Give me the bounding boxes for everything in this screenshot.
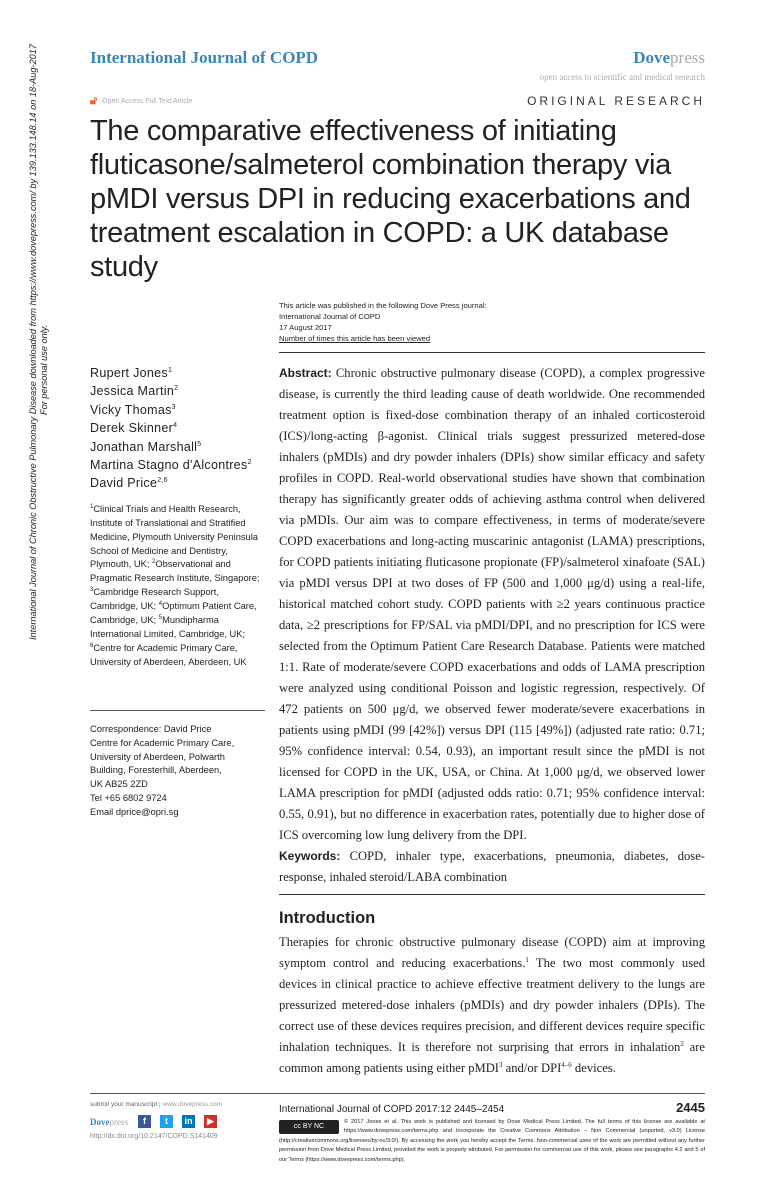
affiliation: Centre for Academic Primary Care, University of Aberdeen, Aberdeen, UK	[90, 642, 247, 667]
correspondence-line: Centre for Academic Primary Care,	[90, 737, 235, 748]
keywords-label: Keywords:	[279, 849, 341, 863]
pubinfo-date: 17 August 2017	[279, 323, 332, 332]
author: Jessica Martin$^2$	[90, 384, 179, 399]
author: Jonathan Marshall$^5$	[90, 439, 202, 454]
left-column	[90, 352, 265, 1079]
footer-logo-row	[90, 1115, 265, 1128]
publisher-bold: Dove	[633, 48, 671, 67]
submit-manuscript[interactable]: submit your manuscript | www.dovepress.com	[90, 1101, 223, 1108]
article-title: The comparative effectiveness of initiating fluticasone/salmeterol combination therapy via pMDI versus DPI in reducing exacerbations and treatment escalation in COPD: a UK database study	[90, 115, 691, 283]
correspondence-line: Building, Foresterhill, Aberdeen,	[90, 765, 222, 776]
abstract-label: Abstract:	[279, 366, 332, 380]
author: Rupert Jones$^1$	[90, 366, 173, 380]
footer-right	[279, 1100, 705, 1165]
youtube-icon[interactable]: ▶	[204, 1115, 217, 1128]
social-links	[138, 1115, 217, 1128]
publisher-logo	[540, 48, 705, 68]
abstract-text: Chronic obstructive pulmonary disease (COPD), a complex progressive disease, is currently the third leading cause of death worldwide. One recommended treatment option is fixed-dose combination therapy of an inhaled corticosteroid (ICS)/long-acting β-agonist. Clinical trials suggest pressurized metered-dose inhalers (pMDIs) and dry powder inhalers (DPIs) show similar efficacy and safety profiles in COPD. Real-world observational studies have shown that combination therapy has significantly greater odds of achieving asthma control when delivered via pMDIs. Our aim was to compare effectiveness, in terms of moderate/severe COPD exacerbations and long-acting muscarinic antagonist (LAMA) prescriptions, for COPD patients initiating fluticasone propionate (FP)/salmeterol xinafoate (SAL) via pMDI versus DPI at two doses of FP (500 and 1,000 μg/d) using a real-life, historical matched cohort study. COPD patients with ≥2 years continuous practice data, ≥2 prescriptions for FP/SAL via pMDI/DPI, and no prescription for ICS were selected from the Optimum Patient Care Research Database. Patients were matched 1:1. Rate of moderate/severe COPD exacerbations and odds of LAMA prescription were analyzed using conditional Poisson and logistic regression, respectively. Of 472 patients on 500 μg/d, we observed fewer moderate/severe exacerbations in patients using pMDI (99 [42%]) versus DPI (115 [49%]) (adjusted rate ratio: 0.71; 95% confidence interval: 0.54, 0.93), an important result since the pMDI is not licensed for COPD in the UK, USA, or China. At 1,000 μg/d, we observed lower LAMA prescription for pMDI (adjusted odds ratio: 0.71; 95% confidence interval: 0.55, 0.91), but no difference in exacerbation rates, potentially due to higher dose of ICS overcoming low lung delivery from the DPI.	[279, 366, 705, 842]
correspondence-line: Email dprice@opri.sg	[90, 807, 179, 818]
author: Derek Skinner$^4$	[90, 421, 178, 436]
author: Vicky Thomas$^3$	[90, 402, 176, 417]
footer	[90, 1093, 705, 1165]
correspondence-line: Tel +65 6802 9724	[90, 793, 167, 804]
introduction-text: Therapies for chronic obstructive pulmonary disease (COPD) aim at improving symptom control and reducing exacerbations.$^1$ The two most commonly used devices in clinical practice to achieve effective treatment delivery to the lungs are pressurized metered-dose inhalers (pMDIs) and dry powder inhalers (DPIs). The correct use of these devices requires precision, and different devices require specific inhalation techniques. It is therefore not surprising that errors in inhalation$^2$ are common among patients using either pMDI$^3$ and/or DPI$^{4-6}$ devices.	[279, 935, 705, 1075]
affiliation: Observational and Pragmatic Research Institute, Singapore;	[90, 559, 260, 584]
citation-row	[279, 1100, 705, 1115]
affiliation: Optimum Patient Care, Cambridge, UK;	[90, 601, 257, 626]
subheader	[90, 94, 705, 108]
header	[90, 48, 705, 82]
correspondence	[90, 723, 265, 820]
body-columns	[90, 352, 705, 1079]
pubinfo-journal: International Journal of COPD	[279, 312, 381, 321]
footer-left	[90, 1100, 265, 1165]
license-text: © 2017 Jones et al. This work is published and licensed by Dove Medical Press Limited. The full terms of this license are available at https://www.dovepress.com/terms.php and incorporate the Creative Commons Attribution – Non Commercial (unported, v3.0) License (http://creativecommons.org/licenses/by-nc/3.0/). By accessing the work you hereby accept the Terms. Non-commercial uses of the work are permitted without any further permission from Dove Medical Press Limited, provided the work is properly attributed. For permission for commercial use of this work, please see paragraphs 4.2 and 5 of our Terms (https://www.dovepress.com/terms.php).	[279, 1119, 705, 1163]
author: Martina Stagno d'Alcontres$^2$	[90, 458, 252, 473]
creative-commons-icon[interactable]: cc BY NC	[279, 1120, 339, 1134]
publisher-block	[540, 48, 705, 82]
article-type: ORIGINAL RESEARCH	[527, 94, 705, 108]
journal-name: International Journal of COPD	[90, 48, 319, 67]
divider	[279, 894, 705, 895]
license-block	[279, 1118, 705, 1165]
affiliation: Cambridge Research Support, Cambridge, UK;	[90, 587, 219, 612]
pubinfo-line: This article was published in the following Dove Press journal:	[279, 301, 487, 310]
publisher-tagline: open access to scientific and medical research	[539, 72, 705, 82]
facebook-icon[interactable]: f	[138, 1115, 151, 1128]
affiliation: Clinical Trials and Health Research, Institute of Translational and Stratified Medicine, Plymouth University Peninsula School of Medicine and Dentistry, Plymouth, UK;	[90, 503, 258, 570]
footer-publisher-logo: Dovepress	[90, 1116, 128, 1127]
twitter-icon[interactable]: t	[160, 1115, 173, 1128]
affiliations: $^1$Clinical Trials and Health Research, Institute of Translational and Stratified Medicine, Plymouth University Peninsula School of Medicine and Dentistry, Plymouth, UK; $^2$Observational and Pragmatic Research Institute, Singapore; $^3$Cambridge Research Support, Cambridge, UK; $^4$Optimum Patient Care, Cambridge, UK; $^5$Mundipharma International Limited, Cambridge, UK; $^6$Centre for Academic Primary Care, University of Aberdeen, Aberdeen, UK	[90, 503, 260, 667]
citation: International Journal of COPD 2017:12 2445–2454	[279, 1104, 505, 1115]
watermark-line: For personal use only.	[39, 324, 49, 415]
author: David Price$^{2,6}$	[90, 476, 168, 491]
linkedin-icon[interactable]: in	[182, 1115, 195, 1128]
divider	[90, 710, 265, 711]
open-access-lock-icon: 🔓︎	[90, 95, 98, 107]
divider	[279, 352, 705, 353]
correspondence-line: University of Aberdeen, Polwarth	[90, 751, 225, 762]
publication-info	[279, 300, 705, 344]
download-watermark	[28, 44, 50, 640]
affiliation: Mundipharma International Limited, Cambridge, UK;	[90, 615, 246, 639]
correspondence-line: UK AB25 2ZD	[90, 779, 148, 790]
keywords-text: COPD, inhaler type, exacerbations, pneumonia, diabetes, dose-response, inhaled steroid/LABA combination	[279, 849, 705, 884]
views-link[interactable]: Number of times this article has been viewed	[279, 334, 431, 343]
publisher-light: press	[670, 48, 705, 67]
page-number: 2445	[676, 1100, 705, 1115]
correspondence-line: Correspondence: David Price	[90, 723, 212, 734]
author-list	[90, 364, 265, 493]
abstract	[279, 363, 705, 888]
watermark-line: International Journal of Chronic Obstructive Pulmonary Disease downloaded from https://www.dovepress.com/ by 139.133.148.14 on 18-Aug-2017	[28, 44, 38, 640]
right-column	[279, 352, 705, 1079]
introduction-heading: Introduction	[279, 909, 376, 927]
open-access-text: Open Access Full Text Article	[102, 97, 193, 105]
doi-link[interactable]: http://dx.doi.org/10.2147/COPD.S141409	[90, 1133, 218, 1140]
open-access-label	[90, 95, 192, 107]
